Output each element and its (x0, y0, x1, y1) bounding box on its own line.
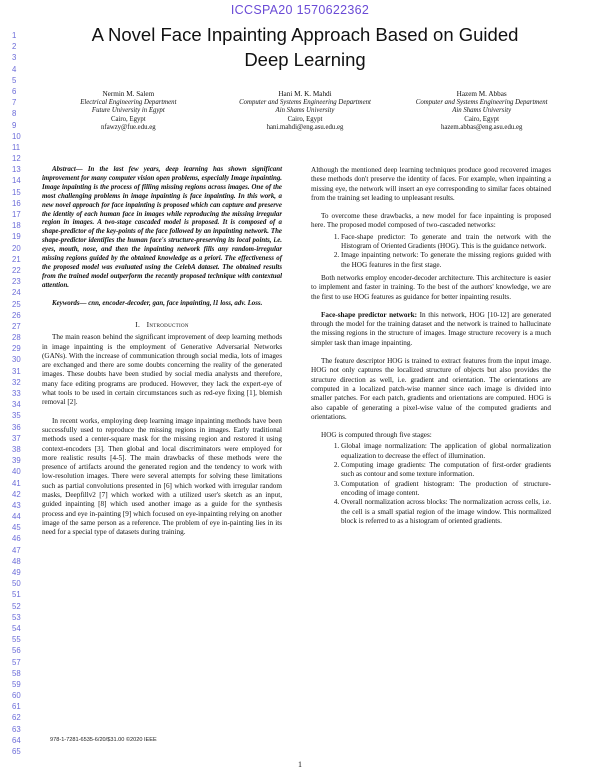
abstract (42, 166, 282, 291)
author-block (40, 90, 570, 133)
line-number: 46 (12, 534, 21, 544)
list-item: 1. Global image normalization: The application of global normalization equalization to decrease the effect of illumination. (341, 442, 551, 461)
author-3 (393, 90, 570, 133)
line-number: 58 (12, 668, 21, 678)
line-number: 60 (12, 691, 21, 701)
line-number: 20 (12, 243, 21, 253)
right-paragraph-1: Although the mentioned deep learning techniques produce good recovered images these methods don't preserve the identity of faces. For example, when inpainting a missing eye, the network will insert an eye corresponding to similar faces obtained from the training set leading to unpleasant results. (311, 166, 551, 202)
line-number: 36 (12, 422, 21, 432)
line-number: 9 (12, 120, 17, 130)
section-heading-introduction (42, 320, 282, 329)
hog-intro: HOG is computed through five stages: (321, 431, 432, 440)
keywords-label: Keywords— (52, 299, 87, 307)
line-number: 41 (12, 478, 21, 488)
line-number: 3 (12, 53, 17, 63)
paper-id-header: ICCSPA20 1570622362 (230, 3, 370, 17)
line-number: 50 (12, 579, 21, 589)
right-column (311, 166, 551, 530)
section-title: Introduction (146, 319, 189, 329)
paper-title (40, 22, 570, 72)
line-number: 29 (12, 344, 21, 354)
line-number: 39 (12, 456, 21, 466)
title-line-1: A Novel Face Inpainting Approach Based on Guided (91, 24, 519, 45)
face-shape-text: In this network, HOG [10-12] are generated through the model for the training dataset and the network is trained to hallucinate the missing regions in the structure of images. Image structure recovery is a much simpler task than image inpainting. (311, 310, 551, 347)
line-number: 42 (12, 489, 21, 499)
line-number: 14 (12, 176, 21, 186)
line-number: 15 (12, 187, 21, 197)
author-univ: Future University in Egypt (91, 107, 165, 115)
author-email: hazem.abbas@eng.asu.edu.eg (440, 124, 523, 132)
abstract-label: Abstract— (52, 166, 83, 173)
line-number: 11 (12, 142, 21, 152)
line-number: 5 (12, 75, 17, 85)
line-number: 24 (12, 288, 21, 298)
line-number: 57 (12, 657, 21, 667)
list-item: 4. Overall normalization across blocks: The normalization across cells, i.e. the cell is a small spatial region of the image window. This normalized block is referred to as a histogram of oriented gradients. (341, 498, 551, 526)
line-number: 31 (12, 366, 21, 376)
line-number: 4 (12, 64, 17, 74)
line-number: 51 (12, 590, 21, 600)
line-number: 25 (12, 299, 21, 309)
line-number: 55 (12, 635, 21, 645)
abstract-text: In the last few years, deep learning has shown significant improvement for many computer vision open problems, especially Image inpainting. Image inpainting is the process of filling missing regions across images. One of the most challenging problems in image inpainting is face inpainting. In this work, a new novel approach for face inpainting is proposed which can capture and preserve the identity of each human face in images while reproducing the missing irregular region in images. A two-stage cascaded model is proposed. It is composed of a shape-predictor of the key-points of the face followed by an inpainting network. The shape-predictor identifies the human face's structure-preserving its local points, i.e. eyes, mouth, nose, and then the inpainting network fills any random-irregular missing regions guided by the obtained knowledge as a priori. The effectiveness of the proposed model was evaluated using the CelebA dataset. The obtained results from the trained model outperform the recently proposed technique with contextual attention. (42, 166, 282, 289)
line-number: 22 (12, 265, 21, 275)
line-number: 40 (12, 467, 21, 477)
hog-stages-list (311, 442, 551, 526)
line-number: 59 (12, 679, 21, 689)
author-email: nfawzy@fue.edu.eg (101, 124, 156, 132)
line-number: 6 (12, 86, 17, 96)
line-number: 53 (12, 612, 21, 622)
author-dept: Computer and Systems Engineering Department (415, 98, 548, 106)
title-line-2: Deep Learning (244, 49, 366, 70)
keywords (42, 299, 282, 308)
list-item: 3. Computation of gradient histogram: The production of structure-encoding of image content. (341, 480, 551, 499)
line-number: 21 (12, 254, 21, 264)
intro-paragraph-1: The main reason behind the significant improvement of deep learning methods in image inpainting is the employment of Generative Adversarial Networks (GANs). With the increase of communication through social media, lots of images are exchanged and there are some doubts concerning the reality of the generated images. These doubts have been studied by social media analysts and therefore, many face editing programs are produced. However, they lack the expert-eye of what tools to be used in certain circumstances such as red-eye fixing [1], blemish removal [2]. (42, 333, 282, 407)
list-item: 2. Image inpainting network: To generate the missing regions guided with the HOG features in the first stage. (341, 251, 551, 270)
line-number: 47 (12, 545, 21, 555)
line-number: 35 (12, 411, 21, 421)
line-number: 62 (12, 713, 21, 723)
line-number: 56 (12, 646, 21, 656)
author-name: Hani M. K. Mahdi (278, 90, 332, 98)
line-number: 7 (12, 98, 17, 108)
line-number: 38 (12, 444, 21, 454)
line-number: 8 (12, 109, 17, 119)
line-numbers (12, 30, 26, 757)
line-number: 63 (12, 724, 21, 734)
author-univ: Ain Shams University (275, 107, 335, 115)
line-number: 33 (12, 389, 21, 398)
line-number: 16 (12, 198, 21, 208)
line-number: 1 (12, 31, 17, 40)
line-number: 61 (12, 702, 21, 712)
line-number: 45 (12, 523, 21, 533)
line-number: 23 (12, 277, 21, 287)
line-number: 28 (12, 333, 21, 343)
author-1 (40, 90, 217, 133)
copyright-footer: 978-1-7281-6535-6/20/$31.00 ©2020 IEEE (50, 737, 157, 743)
author-univ: Ain Shams University (452, 107, 512, 115)
line-number: 37 (12, 433, 21, 443)
line-number: 30 (12, 355, 21, 365)
line-number: 48 (12, 556, 21, 566)
author-name: Hazem M. Abbas (456, 90, 507, 98)
line-number: 12 (12, 154, 21, 164)
author-dept: Electrical Engineering Department (80, 98, 177, 106)
right-paragraph-2: To overcome these drawbacks, a new model for face inpainting is proposed here. The proposed model composed of two-cascaded networks: (311, 212, 551, 230)
keywords-text: cnn, encoder-decoder, gan, face inpainting, l1 loss, adv. Loss. (86, 299, 263, 307)
section-number: I. (135, 319, 141, 329)
line-number: 17 (12, 210, 21, 219)
author-email: hani.mahdi@eng.asu.edu.eg (266, 124, 344, 132)
line-number: 54 (12, 623, 21, 633)
author-dept: Computer and Systems Engineering Department (239, 98, 371, 106)
line-number: 52 (12, 601, 21, 611)
line-number: 19 (12, 232, 21, 242)
author-2 (217, 90, 394, 133)
face-shape-heading: Face-shape predictor network: (321, 310, 418, 319)
author-city: Cairo, Egypt (287, 115, 323, 123)
line-number: 18 (12, 221, 21, 231)
right-paragraph-3: Both networks employ encoder-decoder architecture. This architecture is easier to implement and faster in training. To the best of the authors' knowledge, we are the first to use HOG features as guidance for better inpainting results. (311, 273, 551, 301)
line-number: 27 (12, 321, 21, 331)
author-city: Cairo, Egypt (464, 115, 500, 123)
line-number: 43 (12, 500, 21, 510)
author-city: Cairo, Egypt (110, 115, 146, 123)
line-number: 49 (12, 568, 21, 577)
line-number: 10 (12, 131, 21, 141)
page-number: 1 (298, 760, 302, 769)
line-number: 32 (12, 377, 21, 387)
left-column (42, 166, 282, 547)
line-number: 64 (12, 735, 21, 745)
line-number: 65 (12, 747, 21, 756)
line-number: 26 (12, 310, 21, 320)
right-paragraph-4: The feature descriptor HOG is trained to extract features from the input image. HOG not only captures the localized structure of objects but also provides the structure direction as well, i.e. gradient and orientation. The orientations are computed in a localized patch-wise manner since each image is divided into smaller patches. For each patch, gradients and orientations are computed. HOG is also capable of generating a pixel-wise value of the computed gradients and orientations. (311, 357, 551, 421)
line-number: 13 (12, 165, 21, 175)
cascade-list (311, 233, 551, 270)
line-number: 34 (12, 400, 21, 410)
face-shape-paragraph (311, 311, 551, 348)
line-number: 44 (12, 512, 21, 522)
intro-paragraph-2: In recent works, employing deep learning image inpainting methods have been successfully used to reproduce the missing regions in images. Early traditional methods used a center-square mask for the missing region and restored it using context-encoders [3]. Then global and local discriminators were employed for more realistic results [4-5]. The main drawbacks of these methods were the presence of artifacts around the generated region and the tendency to work with low-resolution images. There were several attempts for solving these limitations such as partial convolutions presented in [6] which worked with irregular random masks, Deepfillv2 [7] which worked with a utilized user's sketch as an input, guided inpainting [8] which used another image as a guide for the synthesis process and eye in-painting [9] which focused on eye-inpainting relying on another image of the same person as a reference. The problem of eye in-painting lies in its need for a special type of datasets during training. (42, 416, 282, 537)
list-item: 2. Computing image gradients: The computation of first-order gradients such as contour and some texture information. (341, 461, 551, 480)
line-number: 2 (12, 42, 17, 52)
author-name: Nermin M. Salem (102, 90, 155, 98)
list-item: 1. Face-shape predictor: To generate and train the network with the Histogram of Oriented Gradients (HOG). This is the guidance network. (341, 233, 551, 252)
